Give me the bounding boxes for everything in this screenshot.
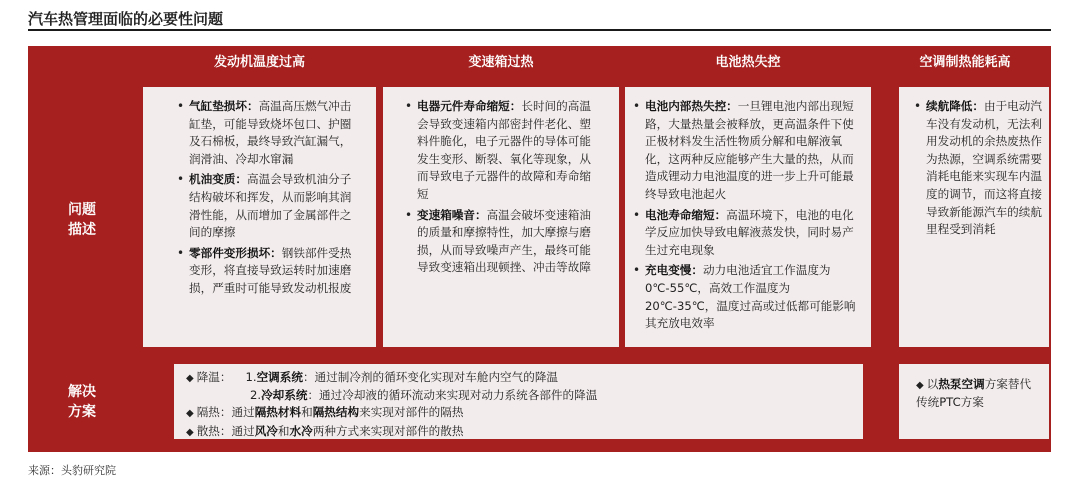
solution-text: 来实现对部件的隔热 <box>359 405 464 420</box>
solution-term: 热泵空调 <box>938 377 985 391</box>
solution-ac-text <box>916 376 1040 411</box>
engine-problems <box>175 98 355 301</box>
solution-insulation <box>186 404 856 422</box>
solution-text: 方案替代传统PTC方案 <box>916 377 1032 410</box>
item-heading: 零部件变形损坏： <box>189 245 282 260</box>
solution-term: 水冷 <box>289 423 313 438</box>
page-title: 汽车热管理面临的必要性问题 <box>28 10 224 28</box>
list-item <box>403 207 595 277</box>
list-item <box>912 98 1042 239</box>
solution-term: 冷却系统 <box>261 388 308 403</box>
solution-term: 隔热结构 <box>312 405 360 420</box>
ac-problems <box>912 98 1042 242</box>
solution-text: ：通过制冷剂的循环变化实现对车舱内空气的降温 <box>302 370 559 384</box>
solution-text: 通过 <box>231 423 255 438</box>
solution-term: 风冷 <box>254 423 278 438</box>
item-heading: 机油变质： <box>189 172 247 187</box>
item-heading: 续航降低： <box>926 99 984 113</box>
solution-term: 空调系统 <box>256 370 303 384</box>
item-heading: 电池内部热失控： <box>645 99 738 113</box>
item-text: 高温高压燃气冲击缸垫，可能导致烧坏包口、护圈及石棉板，最终导致汽缸漏气，润滑油、冷却水窜漏 <box>189 99 352 166</box>
item-text: 由于电动汽车没有发动机，无法利用发动机的余热废热作为热源，空调系统需要消耗电能来实现车内温度的调节，而这将直接导致新能源汽车的续航里程受到消耗 <box>926 99 1042 237</box>
item-text: 一旦锂电池内部出现短路，大量热量会被释放，更高温条件下使正极材料发生活性物质分解和电解液氧化，这两种反应能够产生大量的热，从而造成锂动力电池温度的进一步上升可能最终导致电池起火 <box>645 99 854 201</box>
item-text: 高温会破坏变速箱油的质量和摩擦特性，加大摩擦与磨损，从而导致噪声产生，最终可能导致变速箱出现顿挫、冲击等故障 <box>417 207 591 275</box>
solution-num: 1. <box>245 370 257 384</box>
list-item <box>175 171 355 241</box>
solution-text: 和 <box>277 423 290 438</box>
solution-main-text <box>186 369 856 441</box>
solution-text: 和 <box>301 405 313 420</box>
thermal-table <box>28 46 1051 452</box>
list-item <box>175 98 355 168</box>
title-divider <box>28 29 1051 31</box>
solution-label: 散热： <box>196 423 232 438</box>
list-item <box>403 98 595 204</box>
list-item <box>175 245 355 298</box>
item-heading: 电器元件寿命缩短： <box>417 99 522 113</box>
row-label-solution-line1: 解决 <box>68 383 96 400</box>
solution-num: 2. <box>250 388 262 403</box>
item-heading: 变速箱噪音： <box>417 207 487 222</box>
solution-cooling <box>186 369 856 387</box>
item-heading: 充电变慢： <box>645 263 703 278</box>
diamond-bullet-icon: ◆ <box>186 426 194 438</box>
list-item <box>631 98 857 204</box>
header-ac: 空调制热能耗高 <box>919 55 1011 70</box>
solution-term: 隔热材料 <box>254 405 302 420</box>
diamond-bullet-icon: ◆ <box>916 380 924 391</box>
solution-label: 降温： <box>196 370 232 384</box>
gearbox-problems <box>403 98 595 280</box>
row-label-solution-line2: 方案 <box>68 404 96 420</box>
item-text: 高温会导致机油分子结构破坏和挥发，从而影响其润滑性能，从而增加了金属部件之间的摩擦 <box>189 172 352 240</box>
solution-text: 通过 <box>231 405 255 420</box>
row-label-solution <box>28 360 136 444</box>
row-label-problem-line1: 问题 <box>68 201 96 218</box>
row-label-problem <box>28 75 136 365</box>
diamond-bullet-icon: ◆ <box>186 408 194 420</box>
item-text: 长时间的高温会导致变速箱内部密封件老化、塑料件脆化，电子元器件的导体可能发生变形、断裂、氧化等现象，从而导致电子元器件的故障和寿命缩短 <box>417 99 591 201</box>
source-note: 来源：头豹研究院 <box>28 464 116 477</box>
solution-text: 两种方式来实现对部件的散热 <box>312 423 464 438</box>
solution-text: ：通过冷却液的循环流动来实现对动力系统各部件的降温 <box>307 388 598 403</box>
list-item <box>631 207 857 260</box>
item-text: 动力电池适宜工作温度为0℃-55℃，高效工作温度为20℃-35℃，温度过高或过低都可能影响其充放电效率 <box>645 263 856 331</box>
list-item <box>631 262 857 332</box>
item-text: 钢铁部件受热变形，将直接导致运转时加速磨损，严重时可能导致发动机报废 <box>189 245 352 295</box>
header-engine: 发动机温度过高 <box>213 55 305 70</box>
solution-label: 隔热： <box>196 405 232 420</box>
item-text: 高温环境下，电池的电化学反应加快导致电解液蒸发快，同时易产生过充电现象 <box>645 207 854 257</box>
header-battery: 电池热失控 <box>715 55 781 70</box>
solution-cooling-2 <box>186 387 856 404</box>
header-gearbox: 变速箱过热 <box>468 55 534 70</box>
diamond-bullet-icon: ◆ <box>186 373 194 384</box>
item-heading: 电池寿命缩短： <box>645 207 727 222</box>
solution-text: 以 <box>926 377 939 391</box>
row-label-problem-line2: 描述 <box>68 222 96 238</box>
solution-dissipation <box>186 423 856 441</box>
battery-problems <box>631 98 857 336</box>
item-heading: 气缸垫损坏： <box>189 99 259 113</box>
